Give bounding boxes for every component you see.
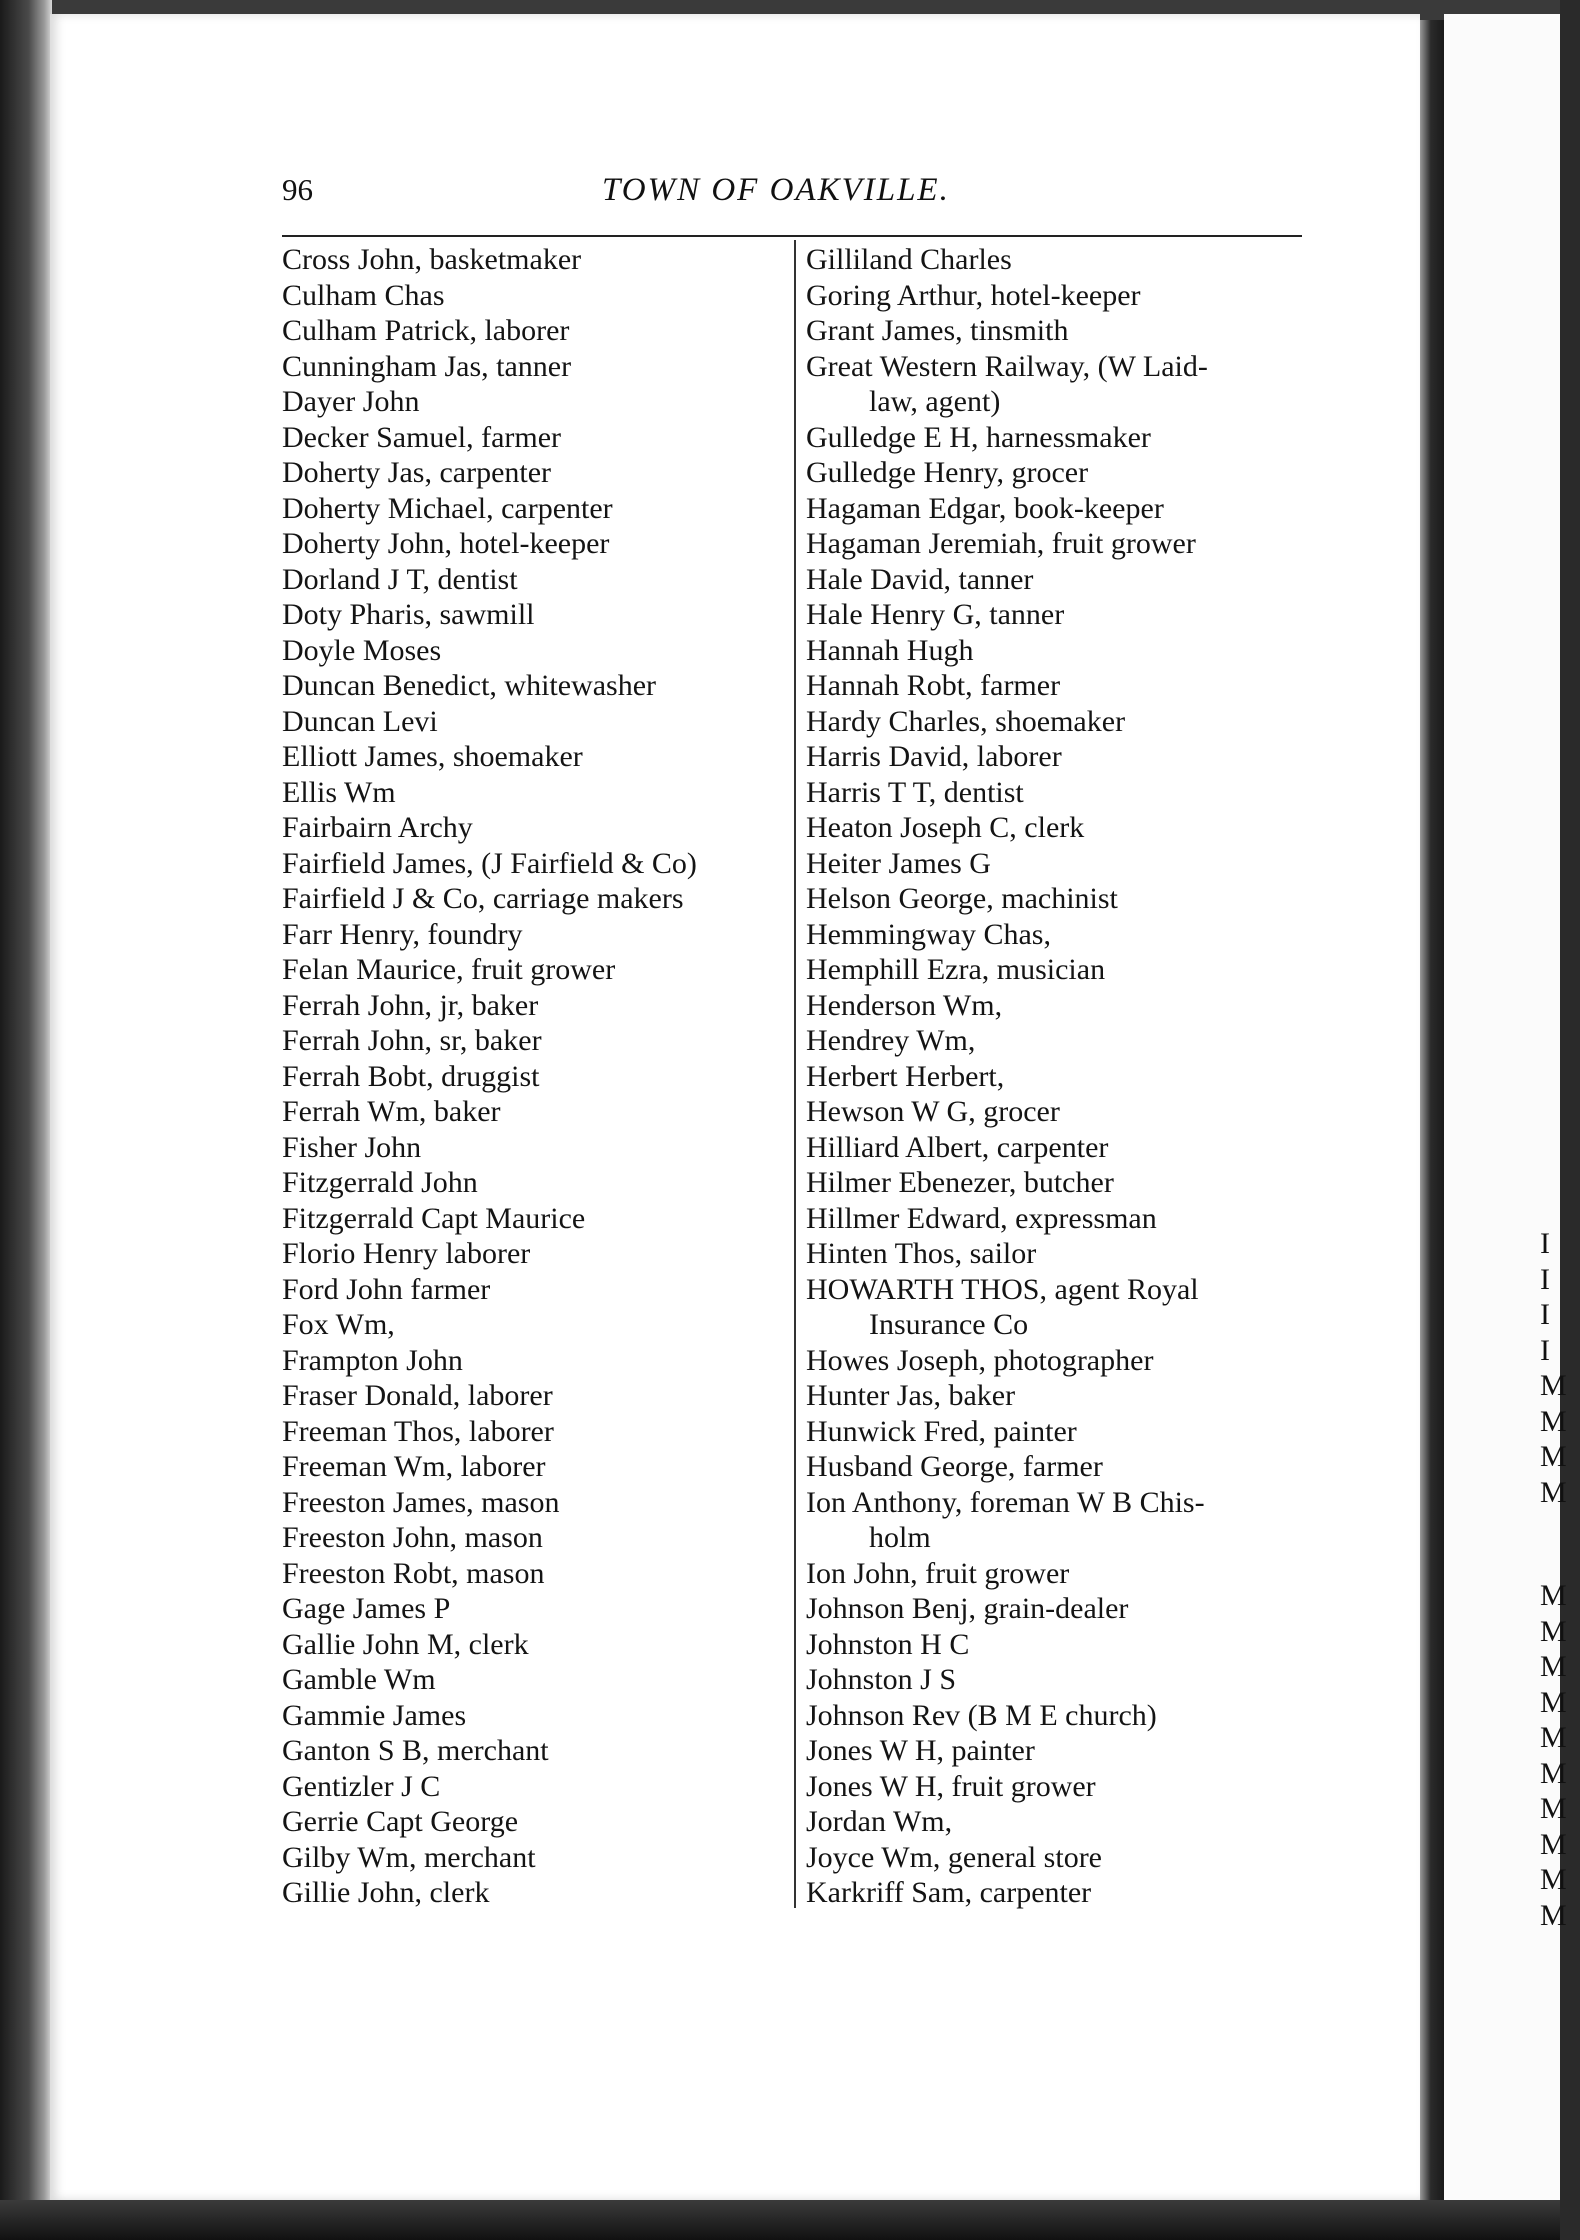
directory-entry-continuation: Insurance Co (869, 1308, 1029, 1341)
bleed-letter: M (1540, 1898, 1567, 1932)
directory-entry: Husband George, farmer (806, 1450, 1103, 1483)
page-header (282, 172, 1302, 232)
directory-entry: Hilmer Ebenezer, butcher (806, 1166, 1114, 1199)
bleed-letter: M (1540, 1827, 1567, 1861)
book-spine (1420, 20, 1444, 2210)
directory-entry: Johnson Rev (B M E church) (806, 1698, 1157, 1732)
directory-entry: Goring Arthur, hotel-keeper (806, 278, 1141, 312)
directory-entry: Hillmer Edward, expressman (806, 1201, 1157, 1235)
directory-entry: Doherty John, hotel-keeper (282, 527, 610, 560)
directory-entry: Ferrah John, jr, baker (282, 988, 539, 1022)
directory-entry: Ion John, fruit grower (806, 1556, 1070, 1590)
directory-entry: Doty Pharis, sawmill (282, 598, 535, 631)
directory-entry: Hagaman Edgar, book-keeper (806, 491, 1164, 525)
bleed-letter: M (1540, 1579, 1567, 1612)
directory-entry: Duncan Benedict, whitewasher (282, 669, 657, 702)
bleed-letter: M (1540, 1475, 1567, 1509)
bleed-letter: M (1540, 1404, 1567, 1438)
directory-entry: Gallie John M, clerk (282, 1627, 529, 1661)
directory-entry: Henderson Wm, (806, 988, 1003, 1022)
directory-entry: Hunter Jas, baker (806, 1379, 1016, 1412)
scan-bottom-edge (0, 2200, 1560, 2240)
directory-entry: Freeston Robt, mason (282, 1556, 545, 1590)
bleed-letter: M (1540, 1440, 1567, 1473)
directory-entry: Freeman Wm, laborer (282, 1450, 546, 1483)
directory-entry: Hagaman Jeremiah, fruit grower (806, 527, 1196, 560)
directory-entry: Gammie James (282, 1698, 467, 1732)
bleed-letter: M (1540, 1792, 1567, 1825)
bleed-letter: M (1540, 1721, 1567, 1754)
directory-entry: Fraser Donald, laborer (282, 1379, 553, 1412)
directory-entry: Gerrie Capt George (282, 1805, 519, 1838)
bleed-letter: I (1540, 1227, 1550, 1260)
bleed-letter: I (1540, 1333, 1550, 1367)
directory-entry: Harris T T, dentist (806, 775, 1024, 809)
directory-entry: Ganton S B, merchant (282, 1734, 549, 1767)
directory-entry: Hunwick Fred, painter (806, 1414, 1077, 1448)
left-column-listing (282, 242, 787, 1911)
directory-entry: Fisher John (282, 1130, 422, 1164)
directory-entry: Decker Samuel, farmer (282, 420, 562, 454)
directory-entry: Gulledge Henry, grocer (806, 456, 1089, 489)
directory-entry: Johnston H C (806, 1627, 970, 1661)
directory-entry: Hendrey Wm, (806, 1024, 976, 1057)
page-number: 96 (282, 172, 313, 207)
directory-entry: Gilby Wm, merchant (282, 1840, 536, 1874)
directory-entry: Gage James P (282, 1592, 451, 1625)
bleed-letter: M (1540, 1863, 1567, 1896)
directory-entry: Culham Chas (282, 278, 445, 312)
directory-entry-continuation: holm (869, 1521, 931, 1554)
directory-entry: Karkriff Sam, carpenter (806, 1876, 1092, 1909)
directory-entry: Howes Joseph, photographer (806, 1343, 1154, 1377)
directory-entry: Jordan Wm, (806, 1805, 953, 1838)
bleed-letter: I (1540, 1298, 1550, 1331)
bleed-letter: M (1540, 1685, 1567, 1719)
next-page-bleed-lower (1540, 1578, 1580, 1933)
directory-entry: Frampton John (282, 1343, 463, 1377)
directory-entry: Felan Maurice, fruit grower (282, 953, 616, 986)
directory-entry: Fox Wm, (282, 1308, 395, 1341)
directory-entry: Fitzgerrald John (282, 1166, 478, 1199)
directory-entry: Gentizler J C (282, 1769, 441, 1803)
directory-entry: Joyce Wm, general store (806, 1840, 1103, 1874)
directory-entry: Elliott James, shoemaker (282, 740, 583, 773)
directory-entry: Gillie John, clerk (282, 1876, 490, 1909)
directory-entry: Hewson W G, grocer (806, 1095, 1060, 1128)
directory-entry: Jones W H, fruit grower (806, 1769, 1096, 1803)
directory-entry: Heaton Joseph C, clerk (806, 811, 1085, 844)
directory-entry: Doherty Jas, carpenter (282, 456, 552, 489)
bleed-letter: M (1540, 1650, 1567, 1683)
book-left-edge (0, 0, 52, 2240)
directory-entry: Gamble Wm (282, 1663, 436, 1696)
bleed-letter: M (1540, 1756, 1567, 1790)
directory-entry: Hale Henry G, tanner (806, 598, 1065, 631)
directory-entry: Fairfield J & Co, carriage makers (282, 882, 684, 915)
next-page-edge (1444, 14, 1567, 2214)
directory-entry: Doyle Moses (282, 633, 442, 667)
directory-entry: Ellis Wm (282, 775, 396, 809)
directory-entry: Cross John, basketmaker (282, 243, 582, 276)
directory-entry: Johnston J S (806, 1663, 957, 1696)
directory-entry-continuation: law, agent) (869, 385, 1001, 418)
directory-entry: Doherty Michael, carpenter (282, 491, 613, 525)
directory-entry: Hilliard Albert, carpenter (806, 1130, 1109, 1164)
directory-entry: Dorland J T, dentist (282, 562, 518, 596)
directory-entry: Dayer John (282, 385, 420, 418)
directory-entry: HOWARTH THOS, agent Royal (806, 1272, 1199, 1306)
bleed-letter: M (1540, 1369, 1567, 1402)
directory-entry: Hannah Robt, farmer (806, 669, 1061, 702)
directory-entry: Heiter James G (806, 846, 991, 880)
right-column-listing (806, 242, 1306, 1911)
directory-entry: Johnson Benj, grain-dealer (806, 1592, 1129, 1625)
directory-entry: Jones W H, painter (806, 1734, 1035, 1767)
bleed-letter: M (1540, 1614, 1567, 1648)
directory-entry: Helson George, machinist (806, 882, 1118, 915)
directory-entry: Hinten Thos, sailor (806, 1237, 1037, 1270)
directory-entry: Ferrah Wm, baker (282, 1095, 501, 1128)
directory-entry: Fairbairn Archy (282, 811, 473, 844)
directory-entry: Hemphill Ezra, musician (806, 953, 1106, 986)
directory-entry: Ion Anthony, foreman W B Chis- (806, 1485, 1205, 1519)
directory-entry: Duncan Levi (282, 704, 438, 738)
directory-entry: Hardy Charles, shoemaker (806, 704, 1126, 738)
column-divider (794, 240, 796, 1908)
directory-entry: Florio Henry laborer (282, 1237, 531, 1270)
directory-entry: Harris David, laborer (806, 740, 1062, 773)
directory-entry: Hale David, tanner (806, 562, 1034, 596)
next-page-bleed-upper (1540, 1226, 1580, 1510)
directory-entry: Hemmingway Chas, (806, 917, 1051, 951)
directory-entry: Freeston John, mason (282, 1521, 543, 1554)
directory-entry: Culham Patrick, laborer (282, 314, 570, 347)
directory-entry: Freeston James, mason (282, 1485, 560, 1519)
directory-entry: Ferrah Bobt, druggist (282, 1059, 540, 1093)
directory-entry: Hannah Hugh (806, 633, 974, 667)
directory-entry: Gilliland Charles (806, 243, 1012, 276)
directory-entry: Farr Henry, foundry (282, 917, 523, 951)
header-rule (282, 235, 1302, 237)
directory-entry: Freeman Thos, laborer (282, 1414, 554, 1448)
directory-entry: Grant James, tinsmith (806, 314, 1069, 347)
directory-entry: Great Western Railway, (W Laid- (806, 349, 1208, 383)
directory-entry: Ford John farmer (282, 1272, 491, 1306)
directory-entry: Gulledge E H, harnessmaker (806, 420, 1151, 454)
directory-entry: Herbert Herbert, (806, 1059, 1005, 1093)
bleed-letter: I (1540, 1262, 1550, 1296)
directory-entry: Fairfield James, (J Fairfield & Co) (282, 846, 697, 880)
running-head-title: TOWN OF OAKVILLE. (602, 172, 950, 208)
directory-entry: Fitzgerrald Capt Maurice (282, 1201, 586, 1235)
directory-entry: Cunningham Jas, tanner (282, 349, 572, 383)
directory-entry: Ferrah John, sr, baker (282, 1024, 542, 1057)
